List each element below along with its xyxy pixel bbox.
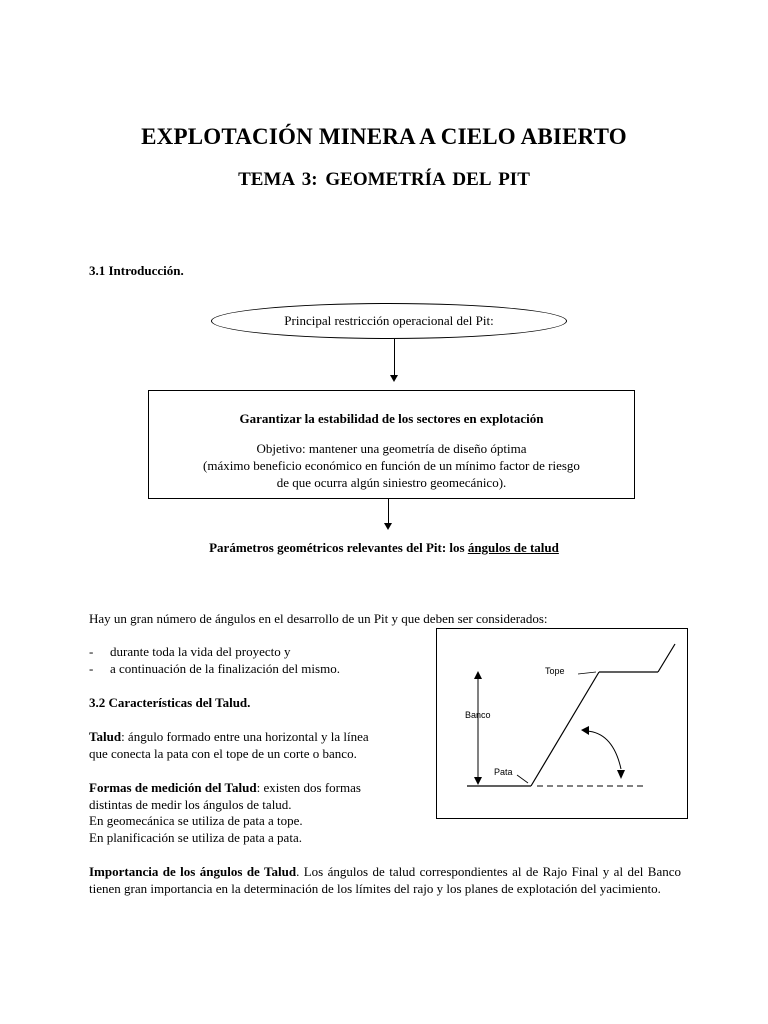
flow-parameters-underlined: ángulos de talud (467, 540, 559, 555)
talud-diagram (436, 628, 688, 819)
label-tope: Tope (545, 666, 565, 676)
pata-pointer-line (517, 775, 528, 783)
talud-term: Talud (89, 729, 122, 744)
talud-definition (89, 728, 426, 745)
angle-arc-head (617, 770, 625, 779)
bullet-item-1: durante toda la vida del proyecto y (110, 644, 291, 659)
upper-slope-line (658, 644, 675, 672)
flow-arrow-2-line (388, 499, 389, 523)
importancia-text: . Los ángulos de talud correspondientes al de Rajo Final y al del Banco tienen gran importancia en la determinación de los límites del rajo y los planes de explotación del yacimiento. (89, 864, 681, 896)
talud-definition-line-1: : ángulo formado entre una horizontal y la línea (121, 729, 369, 744)
banco-arrow-down-head (474, 777, 482, 785)
flow-box (148, 390, 635, 499)
flow-box-objective-detail-2: de que ocurra algún siniestro geomecánico). (276, 475, 507, 490)
formas-line-2: distintas de medir los ángulos de talud. (89, 797, 292, 812)
flow-parameters-text: Parámetros geométricos relevantes del Pit: los (209, 540, 468, 555)
flow-box-objective: Objetivo: mantener una geometría de diseño óptima (256, 441, 527, 456)
flow-box-title: Garantizar la estabilidad de los sectores en explotación (239, 411, 544, 426)
flow-arrow-2-head (384, 523, 392, 530)
label-pata: Pata (494, 767, 513, 777)
angle-arc-tail-head (581, 726, 589, 735)
importancia-paragraph (89, 863, 681, 897)
bullet-marker-1: - (89, 644, 94, 659)
formas-line-4: En planificación se utiliza de pata a pata. (89, 830, 302, 845)
flow-ellipse (211, 303, 567, 339)
section-intro-heading: 3.1 Introducción. (89, 263, 184, 278)
formas-line-1 (89, 779, 426, 796)
intro-paragraph: Hay un gran número de ángulos en el desarrollo de un Pit y que deben ser considerados: (89, 611, 548, 626)
flow-parameters (0, 539, 768, 557)
talud-diagram-svg (437, 629, 687, 818)
flow-box-objective-detail-1: (máximo beneficio económico en función de un mínimo factor de riesgo (203, 458, 580, 473)
formas-text-1: : existen dos formas (256, 780, 361, 795)
flow-ellipse-text: Principal restricción operacional del Pit: (284, 313, 494, 328)
bullet-item-2: a continuación de la finalización del mismo. (110, 661, 340, 676)
bullet-marker-2: - (89, 661, 94, 676)
angle-arc (587, 731, 621, 769)
label-banco: Banco (465, 710, 491, 720)
formas-line-3: En geomecánica se utiliza de pata a tope. (89, 813, 303, 828)
banco-arrow-up-head (474, 671, 482, 679)
document-title: EXPLOTACIÓN MINERA A CIELO ABIERTO (141, 124, 627, 149)
formas-term: Formas de medición del Talud (89, 780, 257, 795)
talud-definition-line-2: que conecta la pata con el tope de un corte o banco. (89, 746, 357, 761)
flow-arrow-1-head (390, 375, 398, 382)
flow-arrow-1-line (394, 339, 395, 375)
section-talud-heading: 3.2 Características del Talud. (89, 695, 251, 710)
document-subtitle: TEMA 3: GEOMETRÍA DEL PIT (238, 169, 530, 190)
importancia-term: Importancia de los ángulos de Talud (89, 864, 297, 879)
tope-pointer-line (578, 672, 596, 674)
